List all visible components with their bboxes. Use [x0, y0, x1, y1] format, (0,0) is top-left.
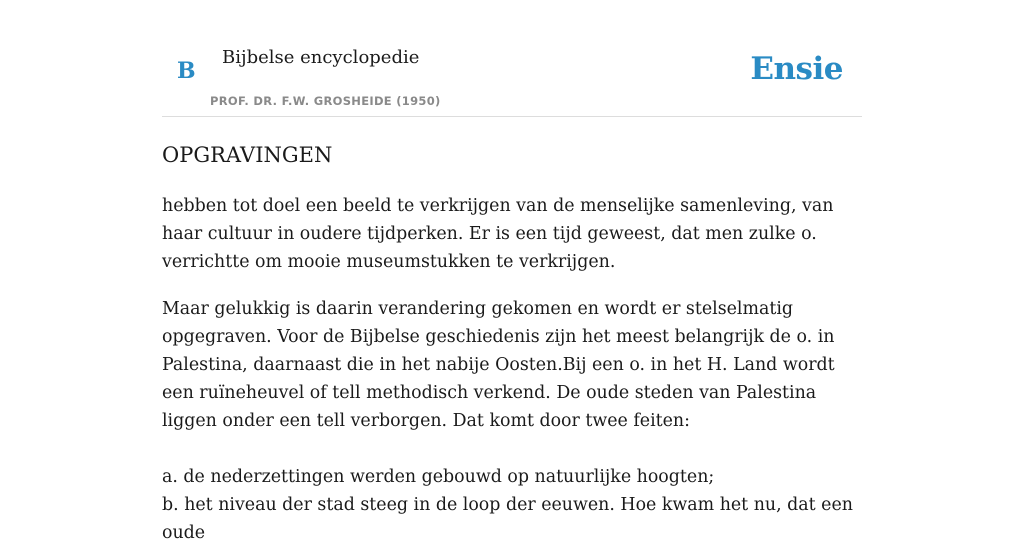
site-header [162, 0, 862, 117]
article-paragraph: Maar gelukkig is daarin verandering gekomen en wordt er stelselmatig opgegraven. Voor de Bijbelse geschiedenis zijn het meest belangrijk de o. in Palestina, daarnaast die in het nabije Oosten.Bij een o. in het H. Land wordt een ruïneheuvel of tell methodisch verkend. De oude steden van Palestina liggen onder een tell verborgen. Dat komt door twee feiten: [162, 299, 835, 431]
article-list-item: b. het niveau der stad steeg in de loop der eeuwen. Hoe kwam het nu, dat een oude [162, 495, 853, 543]
article-list-item: a. de nederzettingen werden gebouwd op natuurlijke hoogten; [162, 467, 715, 487]
article-paragraph: hebben tot doel een beeld te verkrijgen van de menselijke samenleving, van haar cultuur in oudere tijdperken. Er is een tijd geweest, dat men zulke o. verrichtte om mooie museumstukken te verkrijgen. [162, 196, 834, 272]
book-title[interactable]: Bijbelse encyclopedie [222, 47, 420, 68]
book-author: PROF. DR. F.W. GROSHEIDE (1950) [210, 94, 441, 108]
book-logo[interactable]: B [177, 58, 196, 84]
article [162, 138, 867, 547]
article-title: OPGRAVINGEN [162, 143, 333, 167]
brand-logo[interactable]: Ensie [750, 51, 843, 87]
